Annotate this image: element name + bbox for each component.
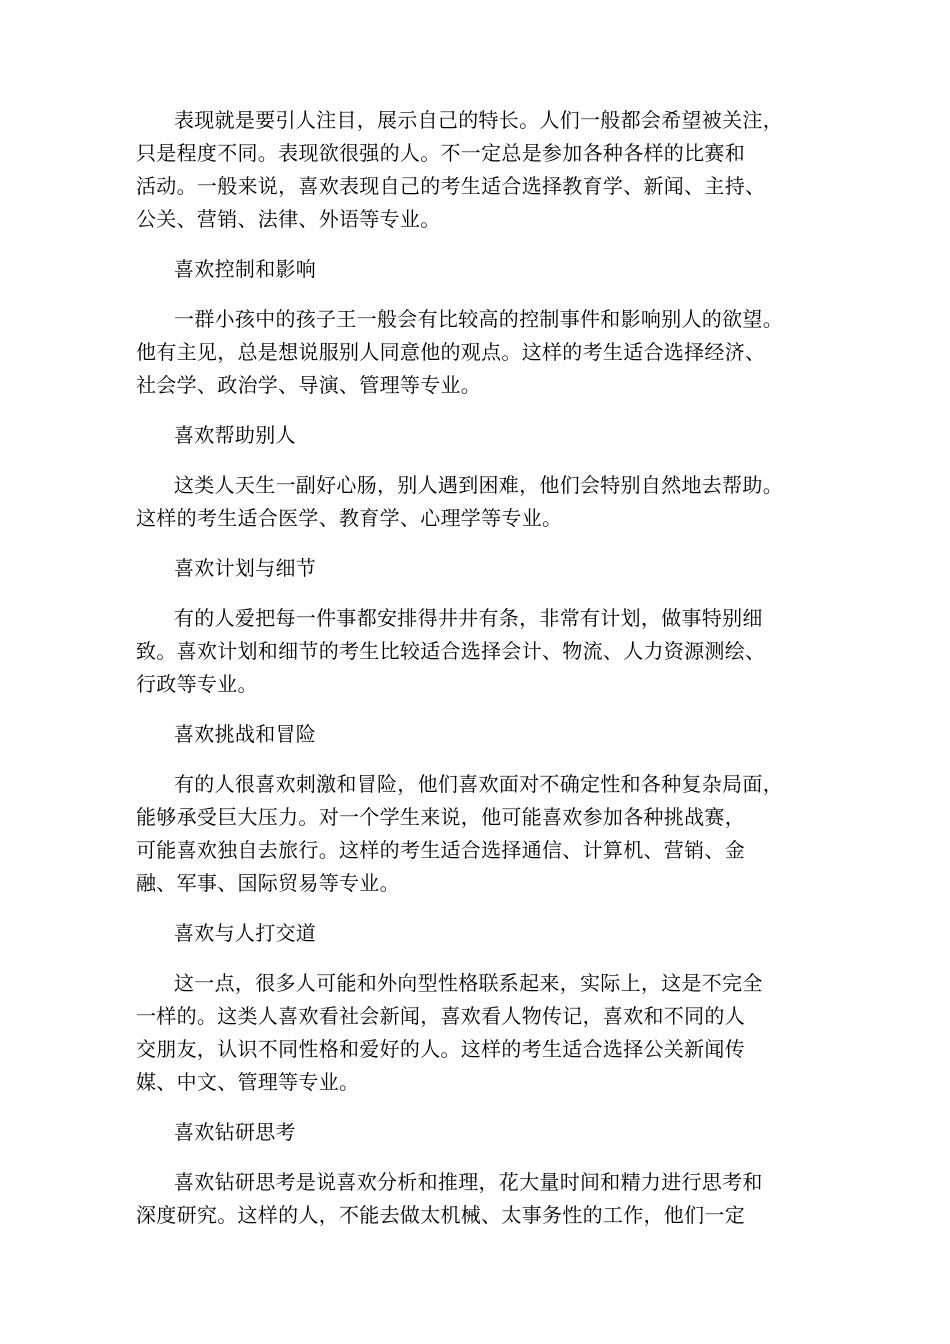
section-heading (136, 718, 836, 751)
paragraph-line: 一样的。这类人喜欢看社会新闻，喜欢看人物传记，喜欢和不同的人 (136, 1004, 745, 1028)
paragraph-line: 媒、中文、管理等专业。 (136, 1070, 360, 1094)
paragraph-gap (136, 1099, 836, 1116)
body-paragraph (136, 303, 836, 402)
paragraph-gap (136, 286, 836, 303)
paragraph-line: 喜欢钻研思考是说喜欢分析和推理，花大量时间和精力进行思考和 (174, 1170, 763, 1194)
body-paragraph (136, 104, 836, 236)
paragraph-line: 行政等专业。 (136, 672, 258, 696)
paragraph-line: 可能喜欢独自去旅行。这样的考生适合选择通信、计算机、营销、金 (136, 838, 745, 862)
paragraph-line: 活动。一般来说，喜欢表现自己的考生适合选择教育学、新闻、主持、 (136, 174, 766, 198)
paragraph-gap (136, 900, 836, 917)
paragraph-line: 他有主见，总是想说服别人同意他的观点。这样的考生适合选择经济、 (136, 340, 766, 364)
paragraph-line: 这一点，很多人可能和外向型性格联系起来，实际上，这是不完全 (174, 971, 763, 995)
paragraph-line: 深度研究。这样的人，不能去做太机械、太事务性的工作，他们一定 (136, 1203, 745, 1227)
paragraph-line: 这样的考生适合医学、教育学、心理学等专业。 (136, 506, 563, 530)
paragraph-gap (136, 402, 836, 419)
paragraph-line: 有的人爱把每一件事都安排得井井有条，非常有计划，做事特别细 (174, 606, 763, 630)
document-page (136, 104, 836, 1232)
paragraph-gap (136, 950, 836, 967)
heading-text: 喜欢与人打交道 (174, 921, 317, 945)
paragraph-line: 能够承受巨大压力。对一个学生来说，他可能喜欢参加各种挑战赛， (136, 805, 745, 829)
section-heading (136, 917, 836, 950)
section-heading (136, 1116, 836, 1149)
heading-text: 喜欢控制和影响 (174, 257, 317, 281)
paragraph-gap (136, 751, 836, 768)
paragraph-line: 有的人很喜欢刺激和冒险，他们喜欢面对不确定性和各种复杂局面， (174, 772, 783, 796)
paragraph-gap (136, 236, 836, 253)
paragraph-gap (136, 1149, 836, 1166)
paragraph-line: 这类人天生一副好心肠，别人遇到困难，他们会特别自然地去帮助。 (174, 473, 783, 497)
body-paragraph (136, 602, 836, 701)
section-heading (136, 552, 836, 585)
section-heading (136, 419, 836, 452)
paragraph-gap (136, 585, 836, 602)
body-paragraph (136, 768, 836, 900)
paragraph-line: 交朋友，认识不同性格和爱好的人。这样的考生适合选择公关新闻传 (136, 1037, 745, 1061)
paragraph-line: 只是程度不同。表现欲很强的人。不一定总是参加各种各样的比赛和 (136, 141, 745, 165)
paragraph-line: 社会学、政治学、导演、管理等专业。 (136, 373, 482, 397)
paragraph-gap (136, 535, 836, 552)
heading-text: 喜欢钻研思考 (174, 1120, 296, 1144)
body-paragraph (136, 967, 836, 1099)
section-heading (136, 253, 836, 286)
paragraph-line: 表现就是要引人注目，展示自己的特长。人们一般都会希望被关注， (174, 108, 783, 132)
paragraph-gap (136, 452, 836, 469)
body-paragraph (136, 469, 836, 535)
paragraph-line: 一群小孩中的孩子王一般会有比较高的控制事件和影响别人的欲望。 (174, 307, 783, 331)
body-paragraph (136, 1166, 836, 1232)
paragraph-line: 融、军事、国际贸易等专业。 (136, 871, 400, 895)
heading-text: 喜欢挑战和冒险 (174, 722, 317, 746)
paragraph-line: 公关、营销、法律、外语等专业。 (136, 207, 441, 231)
paragraph-line: 致。喜欢计划和细节的考生比较适合选择会计、物流、人力资源测绘、 (136, 639, 766, 663)
heading-text: 喜欢计划与细节 (174, 556, 317, 580)
heading-text: 喜欢帮助别人 (174, 423, 296, 447)
paragraph-gap (136, 701, 836, 718)
